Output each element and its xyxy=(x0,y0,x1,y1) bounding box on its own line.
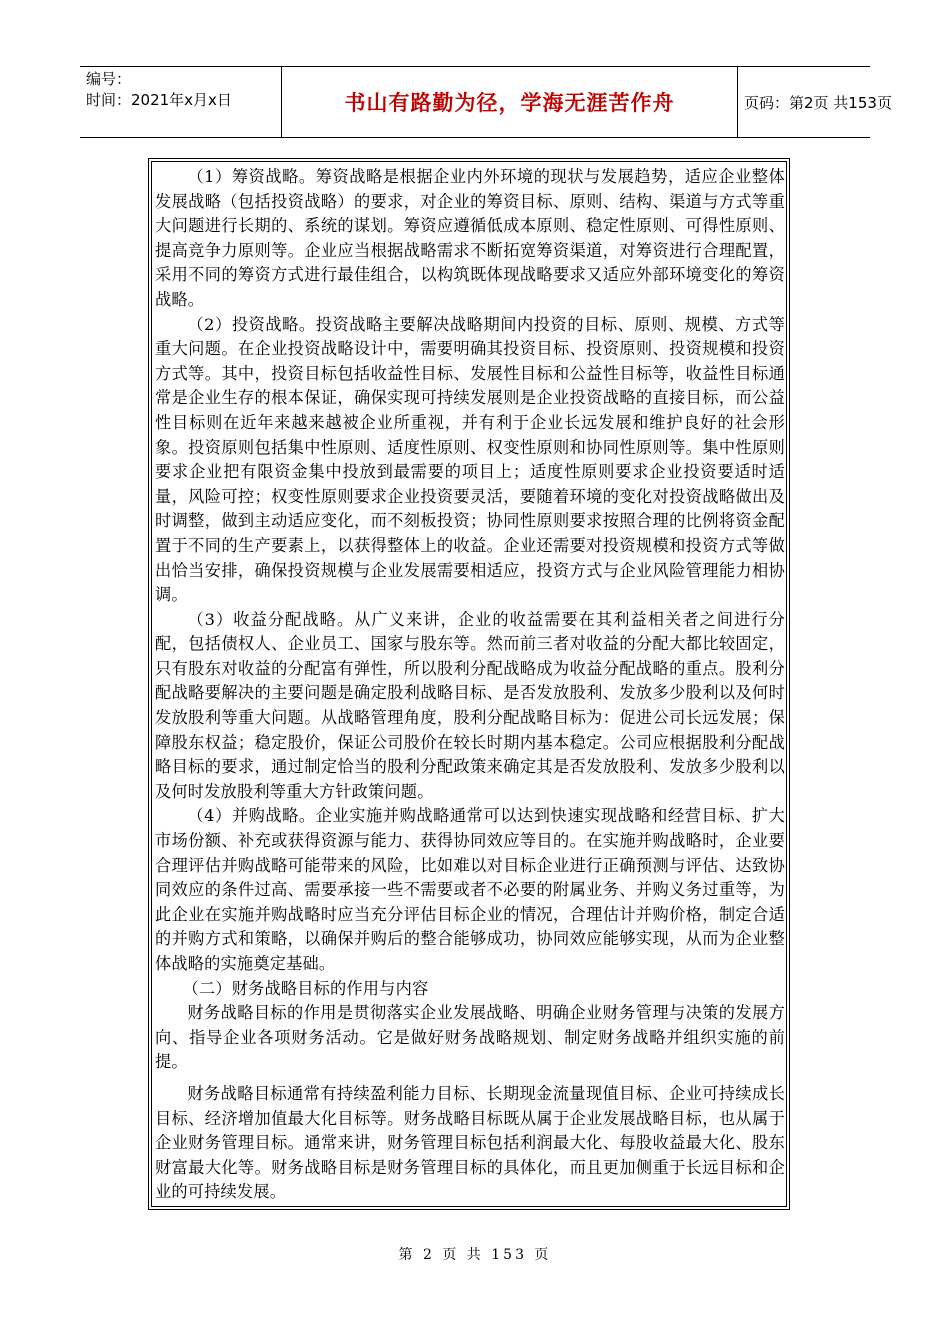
header-motto-cell xyxy=(282,67,738,137)
section-heading-objectives: （二）财务战略目标的作用与内容 xyxy=(182,978,429,998)
page-header xyxy=(80,66,892,138)
paragraph-objective-content: 财务战略目标通常有持续盈利能力目标、长期现金流量现值目标、企业可持续成长目标、经济增加值最大化目标等。财务战略目标既从属于企业发展战略目标，也从属于企业财务管理目标。通常来讲，财务管理目标包括利润最大化、每股收益最大化、股东财富最大化等。财务战略目标是财务管理目标的具体化，而且更加侧重于长远目标和企业的可持续发展。 xyxy=(155,1083,785,1202)
paragraph-merger-strategy: （4）并购战略。企业实施并购战略通常可以达到快速实现战略和经营目标、扩大市场份额、补充或获得资源与能力、获得协同效应等目的。在实施并购战略时，企业要合理评估并购战略可能带来的风险，比如难以对目标企业进行正确预测与评估、达致协同效应的条件过高、需要承接一些不需要或者不必要的附属业务、并购义务过重等，为此企业在实施并购战略时应当充分评估目标企业的情况，合理估计并购价格，制定合适的并购方式和策略，以确保并购后的整合能够成功，协同效应能够实现，从而为企业整体战略的实施奠定基础。 xyxy=(155,806,785,973)
content-frame xyxy=(148,158,790,1210)
header-page-number: 页码：第2页 共153页 xyxy=(744,93,892,112)
paragraph-objective-role: 财务战略目标的作用是贯彻落实企业发展战略、明确企业财务管理与决策的发展方向、指导企业各项财务活动。它是做好财务战略规划、制定财务战略并组织实施的前提。 xyxy=(155,1003,785,1072)
content-frame-inner xyxy=(151,161,787,1207)
document-body xyxy=(155,165,785,1205)
page-footer: 第 2 页 共 153 页 xyxy=(398,1247,552,1263)
document-code-label: 编号： xyxy=(86,70,132,88)
header-meta-cell xyxy=(80,67,282,137)
document-date-label: 时间：2021年x月x日 xyxy=(86,91,232,109)
header-motto: 书山有路勤为径，学海无涯苦作舟 xyxy=(344,91,675,115)
paragraph-financing-strategy: （1）筹资战略。筹资战略是根据企业内外环境的现状与发展趋势，适应企业整体发展战略（包括投资战略）的要求，对企业的筹资目标、原则、结构、渠道与方式等重大问题进行长期的、系统的谋划。筹资应遵循低成本原则、稳定性原则、可得性原则、提高竞争力原则等。企业应当根据战略需求不断拓宽筹资渠道，对筹资进行合理配置，采用不同的筹资方式进行最佳组合，以构筑既体现战略要求又适应外部环境变化的筹资战略。 xyxy=(155,167,785,309)
paragraph-investment-strategy: （2）投资战略。投资战略主要解决战略期间内投资的目标、原则、规模、方式等重大问题。在企业投资战略设计中，需要明确其投资目标、投资原则、投资规模和投资方式等。其中，投资目标包括收益性目标、发展性目标和公益性目标等，收益性目标通常是企业生存的根本保证，确保实现可持续发展则是企业投资战略的直接目标，而公益性目标则在近年来越来越被企业所重视，并有利于企业长远发展和维护良好的社会形象。投资原则包括集中性原则、适度性原则、权变性原则和协同性原则等。集中性原则要求企业把有限资金集中投放到最需要的项目上；适度性原则要求企业投资要适时适量，风险可控；权变性原则要求企业投资要灵活，要随着环境的变化对投资战略做出及时调整，做到主动适应变化，而不刻板投资；协同性原则要求按照合理的比例将资金配置于不同的生产要素上，以获得整体上的收益。企业还需要对投资规模和投资方式等做出恰当安排，确保投资规模与企业发展需要相适应，投资方式与企业风险管理能力相协调。 xyxy=(155,314,785,605)
paragraph-distribution-strategy: （3）收益分配战略。从广义来讲，企业的收益需要在其利益相关者之间进行分配，包括债权人、企业员工、国家与股东等。然而前三者对收益的分配大都比较固定，只有股东对收益的分配富有弹性，所以股利分配战略成为收益分配战略的重点。股利分配战略要解决的主要问题是确定股利战略目标、是否发放股利、发放多少股利以及何时发放股利等重大问题。从战略管理角度，股利分配战略目标为：促进公司长远发展；保障股东权益；稳定股价，保证公司股价在较长时期内基本稳定。公司应根据股利分配战略目标的要求，通过制定恰当的股利分配政策来确定其是否发放股利、发放多少股利以及何时发放股利等重大方针政策问题。 xyxy=(155,609,785,801)
header-page-cell xyxy=(738,67,892,137)
